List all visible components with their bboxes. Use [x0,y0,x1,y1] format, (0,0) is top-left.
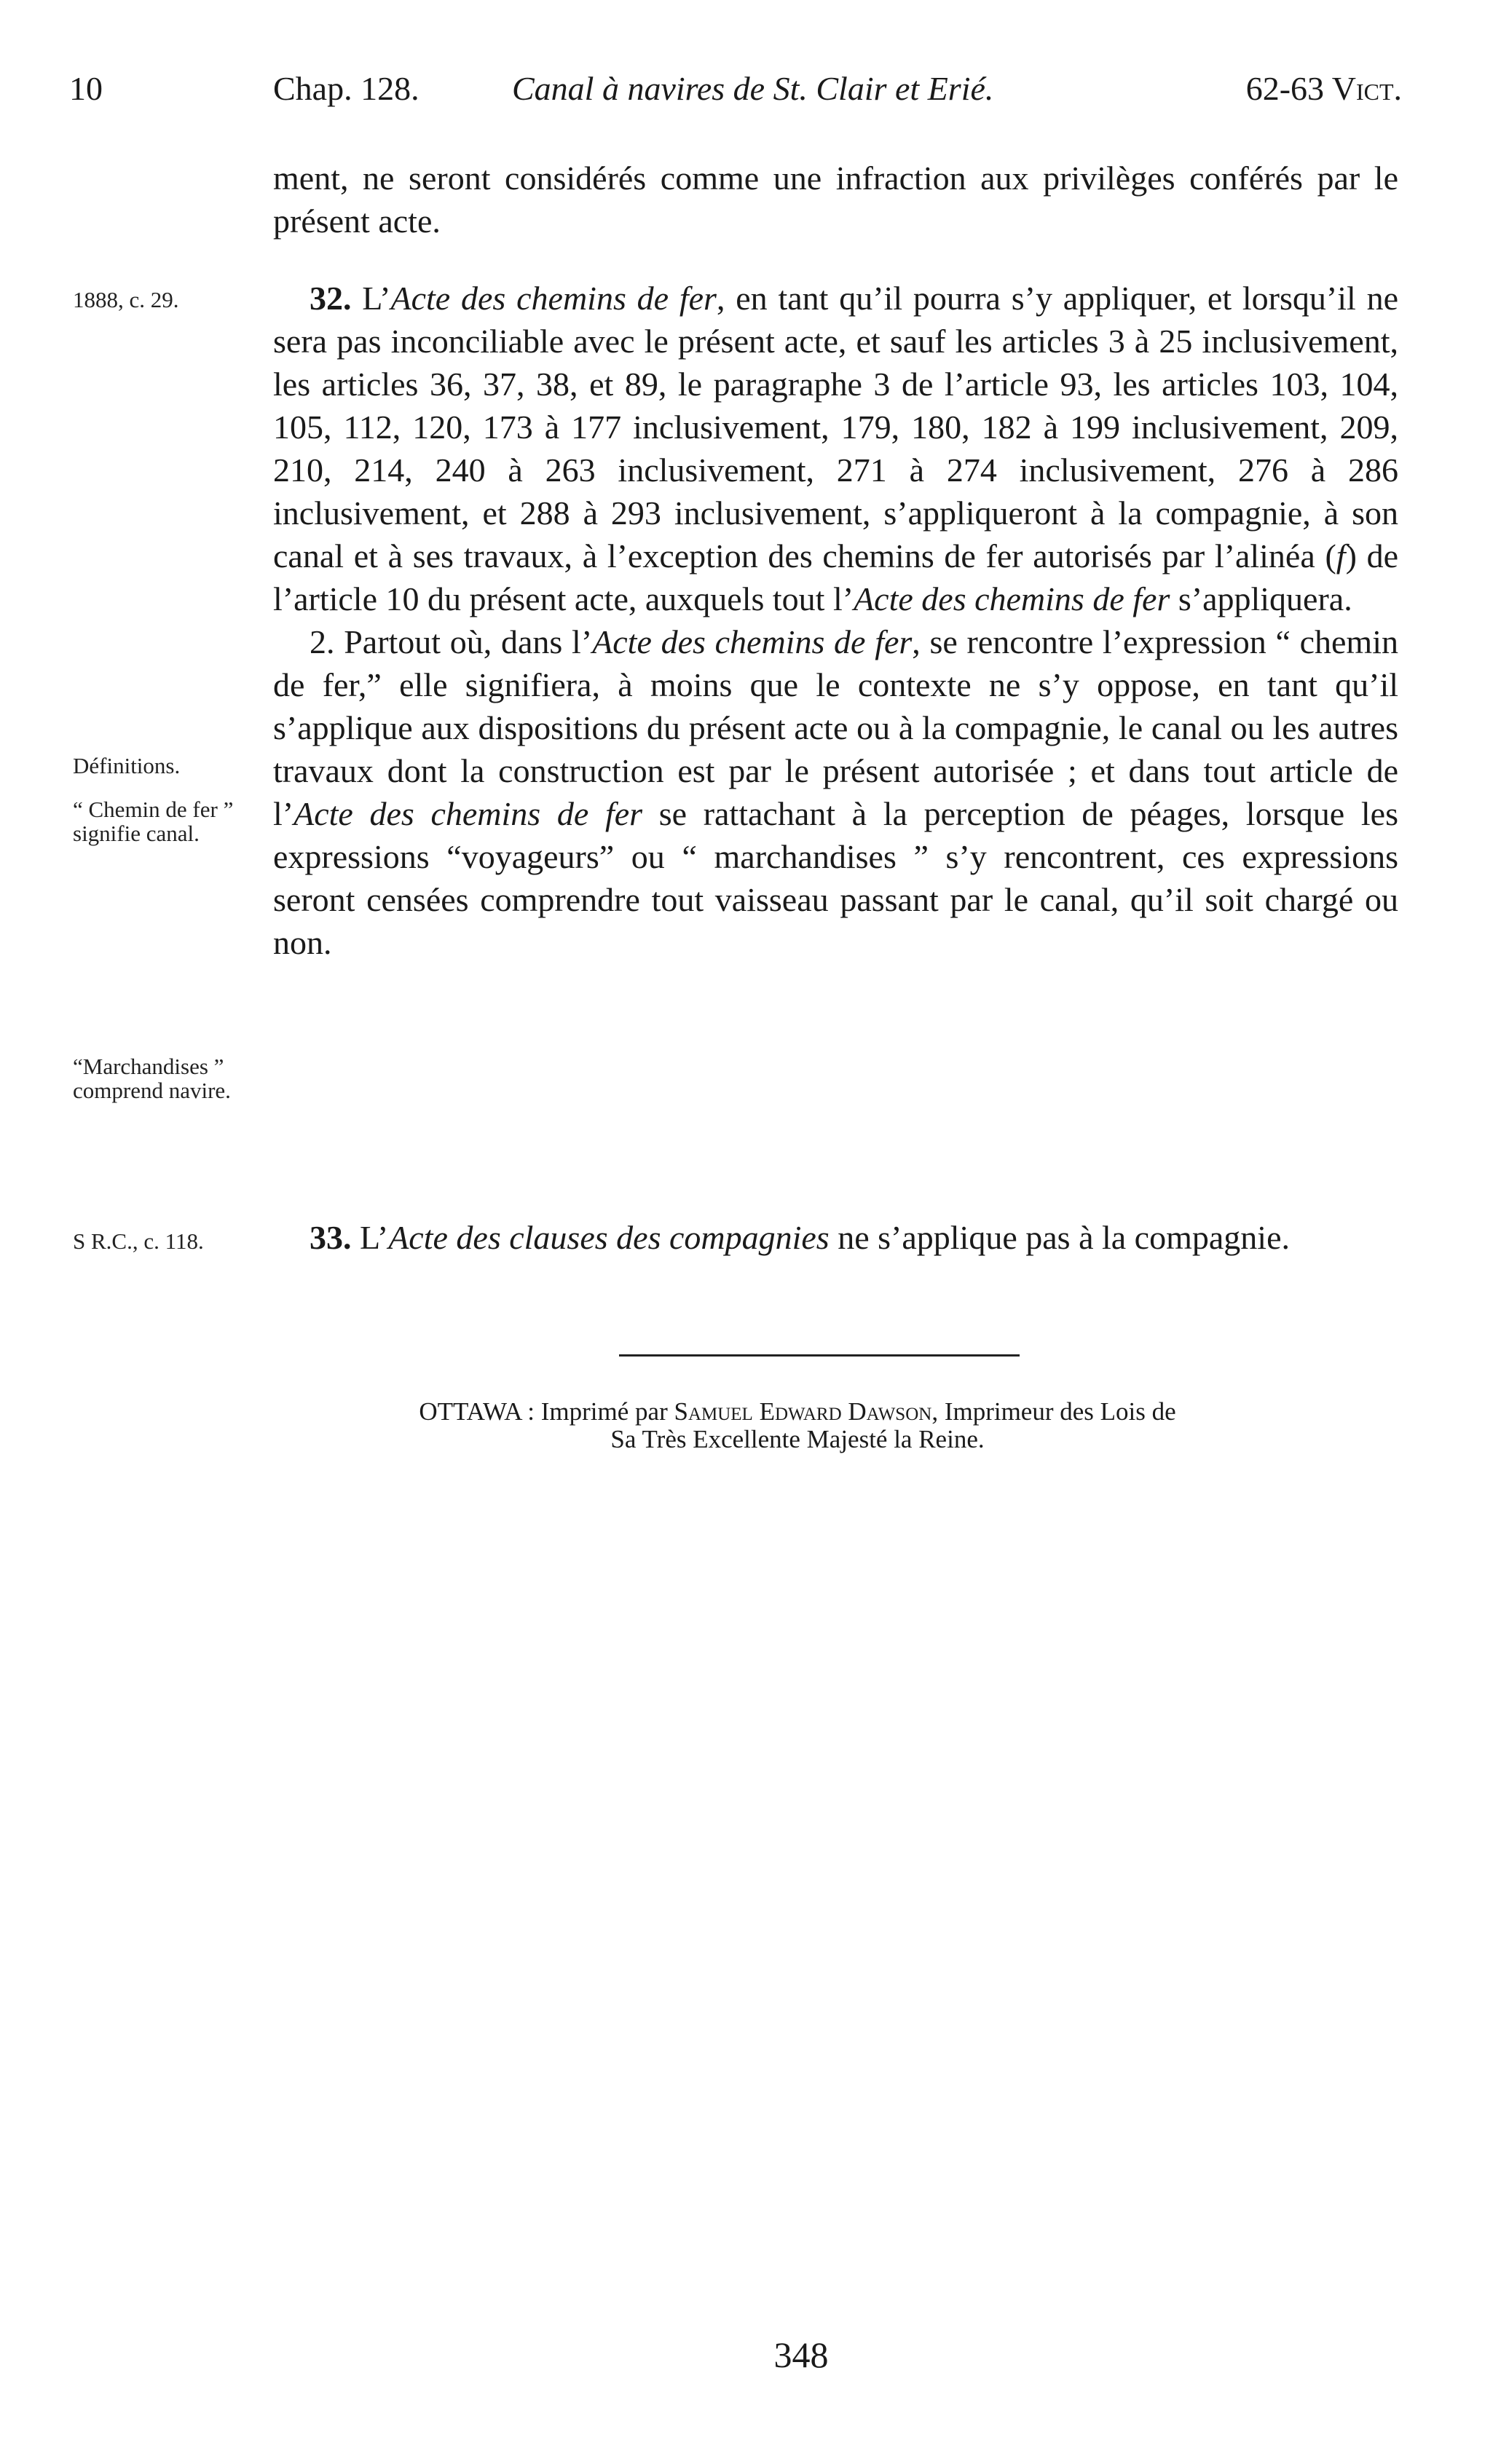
s32-p1-text-1: L’ [362,280,391,317]
s33-text-1: L’ [351,1219,389,1256]
s32-p1-text-2: , en tant qu’il pourra s’y appliquer, et lorsqu’il ne sera pas inconciliable avec le présent acte, et sauf les articles 3 à 25 inclusivement, les articles 36, 37, 38, et 89, le paragraphe 3 de l’article 93, les articles 103, 104, 105, 112, 120, 173 à 177 inclusivement, 179, 180, 182 à 199 inclusivement, 209, 210, 214, 240 à 263 inclusivement, 271 à 274 inclusivement, 276 à 286 inclusivement, et 288 à 293 inclusivement, s’appliqueront à la compagnie, à son canal et à ses travaux, à l’exception des chemins de fer autorisés par l’alinéa ( [273,280,1398,574]
s32-p2-text-3: se rattachant à la perception de péages, lorsque les expressions “voyageurs” ou “ marchandises ” s’y rencontrent, ces expressions seront censées comprendre tout vaisseau passant par le canal, qu’il soit chargé ou non. [273,795,1398,961]
s32-p1-act-title-1: Acte des chemins de fer [390,280,717,317]
s33-text-2: ne s’applique pas à la compagnie. [829,1219,1290,1256]
margin-note-chemin-de-fer: “ Chemin de fer ” signifie canal. [73,797,234,846]
header-chapter: Chap. 128. [273,70,419,107]
s32-p1-alinea-letter: f [1336,537,1346,574]
s32-p2-act-title-2: Acte des chemins de fer [293,795,643,832]
continuation-text-block [273,157,1398,242]
printer-imprint [218,1398,1376,1453]
s32-p2-act-title-1: Acte des chemins de fer [592,623,913,660]
section-33 [273,1216,1398,1259]
margin-note-src-118: S R.C., c. 118. [73,1228,204,1254]
section-32-paragraph-1 [273,277,1398,620]
s32-p2-text-1: 2. Partout où, dans l’ [310,623,593,660]
horizontal-rule [619,1354,1020,1357]
section-33-paragraph [273,1216,1398,1259]
running-header [69,69,1402,113]
s32-p1-text-3: ) de l’article 10 du présent acte, auxquels tout l’ [273,537,1398,617]
imprint-line-2: Sa Très Excellente Majesté la Reine. [610,1425,985,1453]
header-page-number: 10 [69,70,103,107]
imprint-line-1 [218,1398,1376,1426]
footer-page-number: 348 [773,2334,829,2375]
imprint-line-1-start: OTTAWA : Imprimé par [419,1397,674,1426]
s32-p1-text-4: s’appliquera. [1170,580,1352,617]
s33-act-title: Acte des clauses des compagnies [388,1219,830,1256]
margin-note-statute-1888: 1888, c. 29. [73,287,179,312]
section-32-paragraph-2 [273,620,1398,964]
margin-note-definitions: Définitions. [73,753,181,778]
header-title: Canal à navires de St. Clair et Erié. [512,70,994,107]
s32-p2-text-2: , se rencontre l’expression “ chemin de fer,” elle signifiera, à moins que le contexte ne s’y oppose, en tant qu’il s’applique aux dispositions du présent acte ou à la compagnie, le canal ou les autres travaux dont la construction est par le présent autorisée ; et dans tout article de l’ [273,623,1398,832]
section-32 [273,277,1398,964]
header-session: 62-63 Vict. [1245,70,1402,107]
imprint-line-1-end: , Imprimeur des Lois de [931,1397,1176,1426]
s32-p1-act-title-2: Acte des chemins de fer [854,580,1170,617]
margin-note-marchandises: “Marchandises ” comprend navire. [73,1054,231,1103]
continuation-paragraph: ment, ne seront considérés comme une infraction aux privilèges conférés par le présent acte. [273,159,1398,240]
section-32-number: 32. [310,280,352,317]
section-33-number: 33. [310,1219,352,1256]
imprint-printer-name: Samuel Edward Dawson [674,1397,932,1426]
